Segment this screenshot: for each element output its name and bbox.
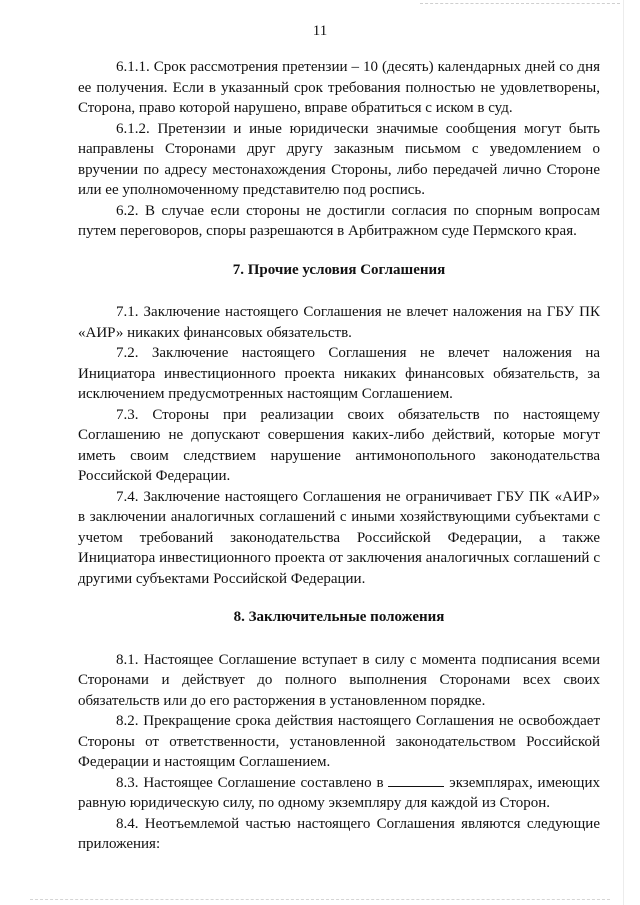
- clause-7-2: 7.2. Заключение настоящего Соглашения не влечет наложения на Инициатора инвестиционного проекта никаких финансовых обязательств, за исключением предусмотренных настоящим Соглашением.: [78, 345, 600, 402]
- clause-8-1: 8.1. Настоящее Соглашение вступает в силу с момента подписания всеми Сторонами и действует до полного выполнения Сторонами всех своих обязательств или до его расторжения в установленном порядке.: [78, 651, 600, 709]
- clause-6-2: 6.2. В случае если стороны не достигли согласия по спорным вопросам путем переговоров, споры разрешаются в Арбитражном суде Пермского края.: [78, 202, 600, 239]
- section-7-heading: 7. Прочие условия Соглашения: [232, 261, 446, 278]
- clause-6-1-2: 6.1.2. Претензии и иные юридически значимые сообщения могут быть направлены Сторонами друг другу заказным письмом с уведомлением о вручении по адресу местонахождения Стороны, либо передачей лично Стороне или ее уполномоченному представителю под роспись.: [78, 120, 600, 198]
- clause-7-4: 7.4. Заключение настоящего Соглашения не ограничивает ГБУ ПК «АИР» в заключении аналогичных соглашений с иными хозяйствующими субъектами с учетом требований законодательства Российской Федерации, а также Инициатора инвестиционного проекта от заключения аналогичных соглашений с другими субъектами Российской Федерации.: [78, 488, 600, 587]
- clause-8-3-end: экземплярах, имеющих равную юридическую силу, по одному экземпляру для каждой из Сторон.: [78, 774, 601, 811]
- copies-count-blank: [388, 773, 444, 787]
- clause-8-3-start: 8.3. Настоящее Соглашение составлено в: [116, 774, 389, 791]
- document-body: [78, 57, 600, 855]
- scan-artifact-top: [420, 3, 620, 5]
- clause-7-1: 7.1. Заключение настоящего Соглашения не влечет наложения на ГБУ ПК «АИР» никаких финансовых обязательств.: [78, 304, 600, 341]
- clause-8-2: 8.2. Прекращение срока действия настоящего Соглашения не освобождает Стороны от ответственности, установленной законодательством Российской Федерации и настоящим Соглашением.: [78, 713, 600, 770]
- clause-8-4: 8.4. Неотъемлемой частью настоящего Соглашения являются следующие приложения:: [78, 815, 600, 852]
- clause-6-1-1: 6.1.1. Срок рассмотрения претензии – 10 (десять) календарных дней со дня ее получения. Если в указанный срок требования полностью не удовлетворены, Сторона, право которой нарушено, вправе обратиться с иском в суд.: [78, 59, 600, 116]
- scan-artifact-edge: [623, 0, 624, 905]
- scan-artifact-bottom: [30, 899, 610, 901]
- page-number: 11: [312, 23, 328, 39]
- clause-8-3: [78, 773, 600, 814]
- section-8-heading: 8. Заключительные положения: [233, 609, 445, 625]
- clause-7-3: 7.3. Стороны при реализации своих обязательств по настоящему Соглашению не допускают совершения каких-либо действий, которые могут иметь своим следствием нарушение антимонопольного законодательства Российской Федерации.: [78, 406, 600, 484]
